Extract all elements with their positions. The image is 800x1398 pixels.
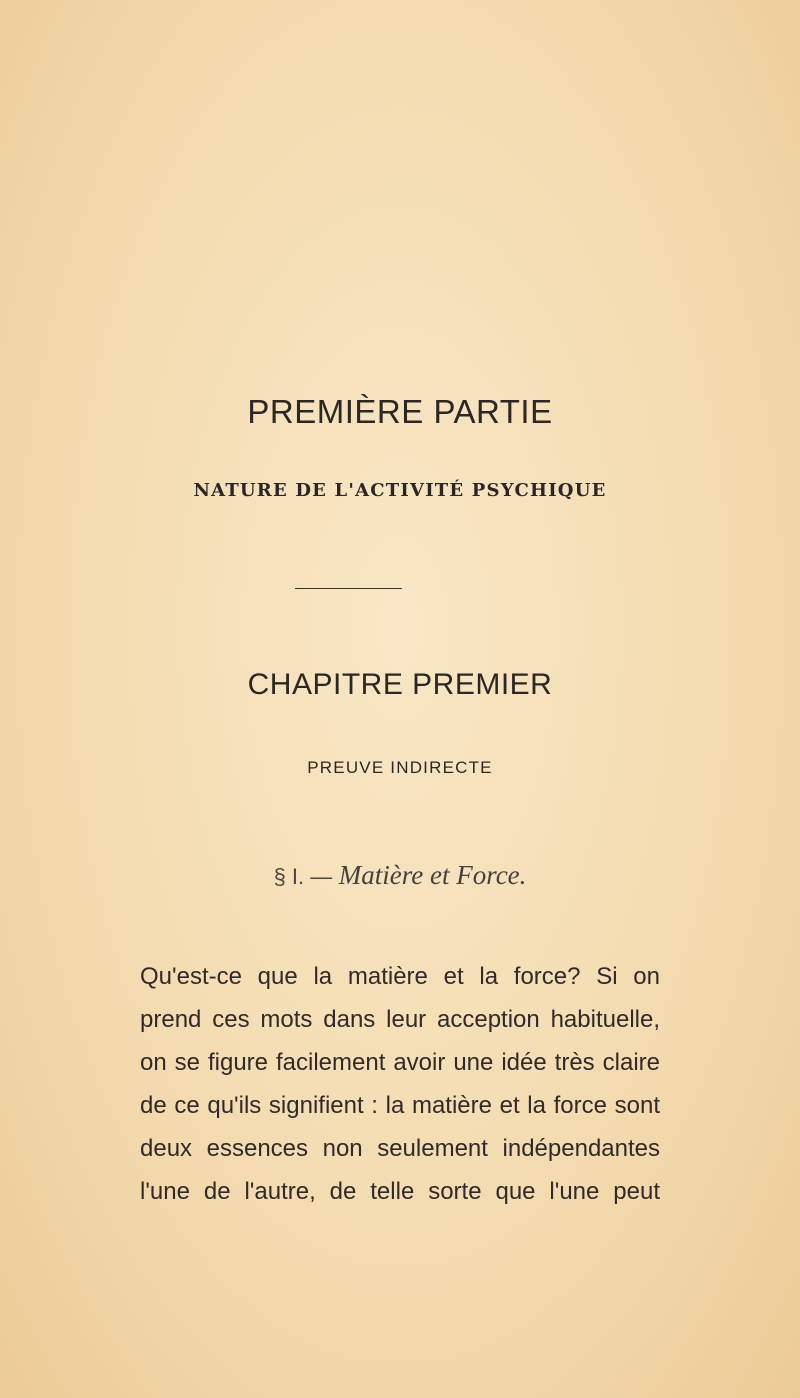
body-line: de ce qu'ils signifient : la matière et la force sont [140, 1092, 660, 1119]
section-divider-rule [295, 588, 402, 589]
body-line: prend ces mots dans leur acception habituelle, [140, 1006, 660, 1033]
body-line: deux essences non seulement indépendantes [140, 1135, 660, 1162]
body-line: l'une de l'autre, de telle sorte que l'une peut [140, 1178, 660, 1205]
part-subtitle: NATURE DE L'ACTIVITÉ PSYCHIQUE [193, 480, 607, 501]
chapter-title: CHAPITRE PREMIER [247, 668, 553, 701]
section-heading [0, 860, 800, 891]
chapter-subtitle: PREUVE INDIRECTE [307, 758, 493, 777]
body-line: Qu'est-ce que la matière et la force? Si on [140, 963, 660, 990]
section-title: Matière et Force. [338, 860, 527, 890]
part-title: PREMIÈRE PARTIE [247, 393, 553, 430]
body-paragraph [140, 955, 660, 1213]
body-line: on se figure facilement avoir une idée très claire [140, 1049, 660, 1076]
section-number: § I. — [273, 864, 333, 889]
